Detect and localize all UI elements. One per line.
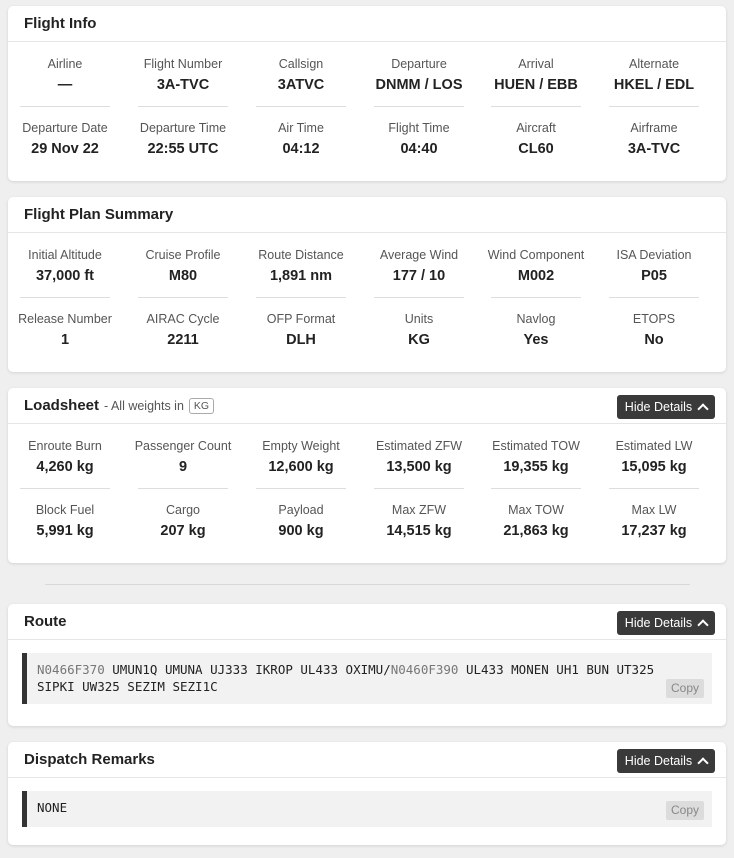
remarks-text-box (22, 791, 712, 827)
loadsheet-header (8, 388, 726, 424)
field-value: HUEN / EBB (494, 77, 578, 93)
field-label: Air Time (278, 121, 324, 135)
field-label: Estimated TOW (492, 439, 580, 453)
field-value: 17,237 kg (621, 523, 687, 539)
field-separator (256, 297, 346, 298)
field-value: 4,260 kg (36, 459, 94, 475)
field-value: 13,500 kg (386, 459, 452, 475)
info-field (595, 438, 713, 476)
field-label: Aircraft (516, 121, 556, 135)
field-label: Flight Number (143, 57, 223, 71)
field-value: 22:55 UTC (147, 141, 219, 157)
info-field (595, 502, 713, 540)
field-value: 177 / 10 (392, 268, 446, 284)
field-separator (256, 488, 346, 489)
info-field (360, 502, 478, 540)
flight-info-card (8, 6, 726, 181)
info-field (6, 311, 124, 349)
info-field (6, 438, 124, 476)
field-label: Alternate (628, 57, 680, 71)
field-separator (491, 297, 581, 298)
info-field (124, 502, 242, 540)
route-speed-level-2: N0460F390 (390, 662, 459, 677)
info-field (124, 56, 242, 94)
flight-plan-card (8, 197, 726, 372)
info-field (360, 120, 478, 158)
chevron-up-icon (698, 757, 709, 768)
field-label: Navlog (516, 312, 556, 326)
info-field (6, 56, 124, 94)
field-label: Cargo (165, 503, 201, 517)
loadsheet-hide-details-button[interactable] (617, 395, 715, 419)
field-value: 12,600 kg (268, 459, 334, 475)
field-label: Wind Component (487, 248, 585, 262)
field-value: M80 (168, 268, 198, 284)
field-value: 207 kg (160, 523, 206, 539)
info-field (360, 438, 478, 476)
chevron-up-icon (698, 403, 709, 414)
field-value: 04:40 (400, 141, 438, 157)
info-field (242, 311, 360, 349)
field-separator (491, 106, 581, 107)
info-field (124, 438, 242, 476)
field-label: Airline (47, 57, 83, 71)
field-label: Departure Time (139, 121, 227, 135)
flight-plan-header (8, 197, 726, 233)
field-value: 3A-TVC (156, 77, 210, 93)
hide-details-label: Hide Details (624, 616, 693, 630)
field-value: 900 kg (278, 523, 324, 539)
field-value: 5,991 kg (36, 523, 94, 539)
info-field (477, 56, 595, 94)
field-value: CL60 (518, 141, 554, 157)
field-separator (138, 488, 228, 489)
info-field (124, 247, 242, 285)
field-value: 04:12 (282, 141, 320, 157)
field-label: Departure Date (22, 121, 108, 135)
field-label: Empty Weight (262, 439, 340, 453)
field-separator (609, 106, 699, 107)
route-title: Route (24, 613, 67, 630)
loadsheet-subtitle-text: - All weights in (104, 398, 184, 413)
dispatch-remarks-card (8, 742, 726, 845)
field-label: Block Fuel (35, 503, 95, 517)
field-separator (20, 106, 110, 107)
field-separator (20, 488, 110, 489)
field-separator (256, 106, 346, 107)
field-separator (609, 297, 699, 298)
field-value: 2211 (167, 332, 199, 348)
info-field (6, 247, 124, 285)
section-divider (45, 584, 690, 585)
field-label: Cruise Profile (145, 248, 221, 262)
route-card (8, 604, 726, 726)
field-label: Callsign (278, 57, 324, 71)
field-label: Airframe (630, 121, 678, 135)
field-separator (138, 106, 228, 107)
field-label: Max TOW (508, 503, 564, 517)
info-field (6, 502, 124, 540)
flight-info-header (8, 6, 726, 42)
info-field (6, 120, 124, 158)
field-value: 9 (178, 459, 188, 475)
loadsheet-subtitle (104, 398, 214, 414)
field-separator (374, 106, 464, 107)
info-field (124, 120, 242, 158)
remarks-header (8, 742, 726, 778)
route-segment-1: UMUN1Q UMUNA UJ333 IKROP UL433 OXIMU/ (112, 662, 391, 677)
info-field (360, 56, 478, 94)
field-label: Passenger Count (134, 439, 232, 453)
field-label: Units (404, 312, 434, 326)
info-field (124, 311, 242, 349)
route-string (22, 653, 712, 704)
field-value: Yes (523, 332, 549, 348)
info-field (477, 438, 595, 476)
hide-details-label: Hide Details (624, 754, 693, 768)
field-label: Flight Time (388, 121, 450, 135)
route-segment-2: UL433 MONEN UH1 BUN UT325 (465, 662, 655, 677)
field-value: 14,515 kg (386, 523, 452, 539)
field-label: OFP Format (266, 312, 336, 326)
route-speed-level-1: N0466F370 (37, 662, 105, 677)
field-value: 19,355 kg (503, 459, 569, 475)
remarks-title: Dispatch Remarks (24, 751, 155, 768)
info-field (360, 311, 478, 349)
field-value: 1,891 nm (269, 268, 333, 284)
field-value: DNMM / LOS (375, 77, 463, 93)
flight-plan-title: Flight Plan Summary (24, 206, 174, 223)
field-value: 3ATVC (277, 77, 325, 93)
field-value: 15,095 kg (621, 459, 687, 475)
info-field (595, 56, 713, 94)
info-field (595, 247, 713, 285)
field-label: Departure (391, 57, 447, 71)
field-label: Release Number (18, 312, 112, 326)
field-label: Payload (278, 503, 324, 517)
field-value: DLH (286, 332, 316, 348)
info-field (477, 247, 595, 285)
info-field (477, 120, 595, 158)
info-field (477, 502, 595, 540)
field-value: No (644, 332, 664, 348)
field-value: P05 (641, 268, 667, 284)
info-field (242, 56, 360, 94)
info-field (242, 502, 360, 540)
field-value: M002 (517, 268, 555, 284)
loadsheet-title: Loadsheet (24, 397, 100, 414)
route-line-1 (37, 661, 702, 678)
field-value: HKEL / EDL (613, 77, 695, 93)
field-value: KG (408, 332, 430, 348)
field-value: — (57, 77, 73, 93)
field-label: Route Distance (258, 248, 344, 262)
info-field (477, 311, 595, 349)
field-separator (20, 297, 110, 298)
route-header (8, 604, 726, 640)
route-copy-button[interactable]: Copy (666, 679, 704, 698)
field-separator (609, 488, 699, 489)
info-field (242, 247, 360, 285)
info-field (595, 311, 713, 349)
field-separator (374, 297, 464, 298)
remarks-copy-button[interactable]: Copy (666, 801, 704, 820)
remarks-hide-details-button[interactable] (617, 749, 715, 773)
field-label: Max LW (631, 503, 677, 517)
info-field (242, 438, 360, 476)
field-label: Initial Altitude (28, 248, 102, 262)
field-separator (491, 488, 581, 489)
field-label: Arrival (518, 57, 554, 71)
field-value: 37,000 ft (35, 268, 95, 284)
field-separator (374, 488, 464, 489)
unit-badge: KG (189, 398, 214, 414)
loadsheet-card (8, 388, 726, 563)
flight-info-title: Flight Info (24, 15, 97, 32)
chevron-up-icon (698, 619, 709, 630)
info-field (242, 120, 360, 158)
field-label: Max ZFW (391, 503, 447, 517)
field-value: 1 (60, 332, 70, 348)
route-hide-details-button[interactable] (617, 611, 715, 635)
field-label: Estimated LW (615, 439, 693, 453)
field-label: Estimated ZFW (375, 439, 463, 453)
route-line-2: SIPKI UW325 SEZIM SEZI1C (37, 679, 218, 694)
info-field (360, 247, 478, 285)
field-value: 3A-TVC (627, 141, 681, 157)
field-label: AIRAC Cycle (146, 312, 220, 326)
remarks-text: NONE (37, 800, 68, 815)
field-value: 29 Nov 22 (31, 141, 99, 157)
hide-details-label: Hide Details (624, 400, 693, 414)
field-label: ISA Deviation (616, 248, 692, 262)
field-separator (138, 297, 228, 298)
field-label: ETOPS (632, 312, 676, 326)
field-value: 21,863 kg (503, 523, 569, 539)
info-field (595, 120, 713, 158)
field-label: Average Wind (379, 248, 459, 262)
field-label: Enroute Burn (28, 439, 102, 453)
